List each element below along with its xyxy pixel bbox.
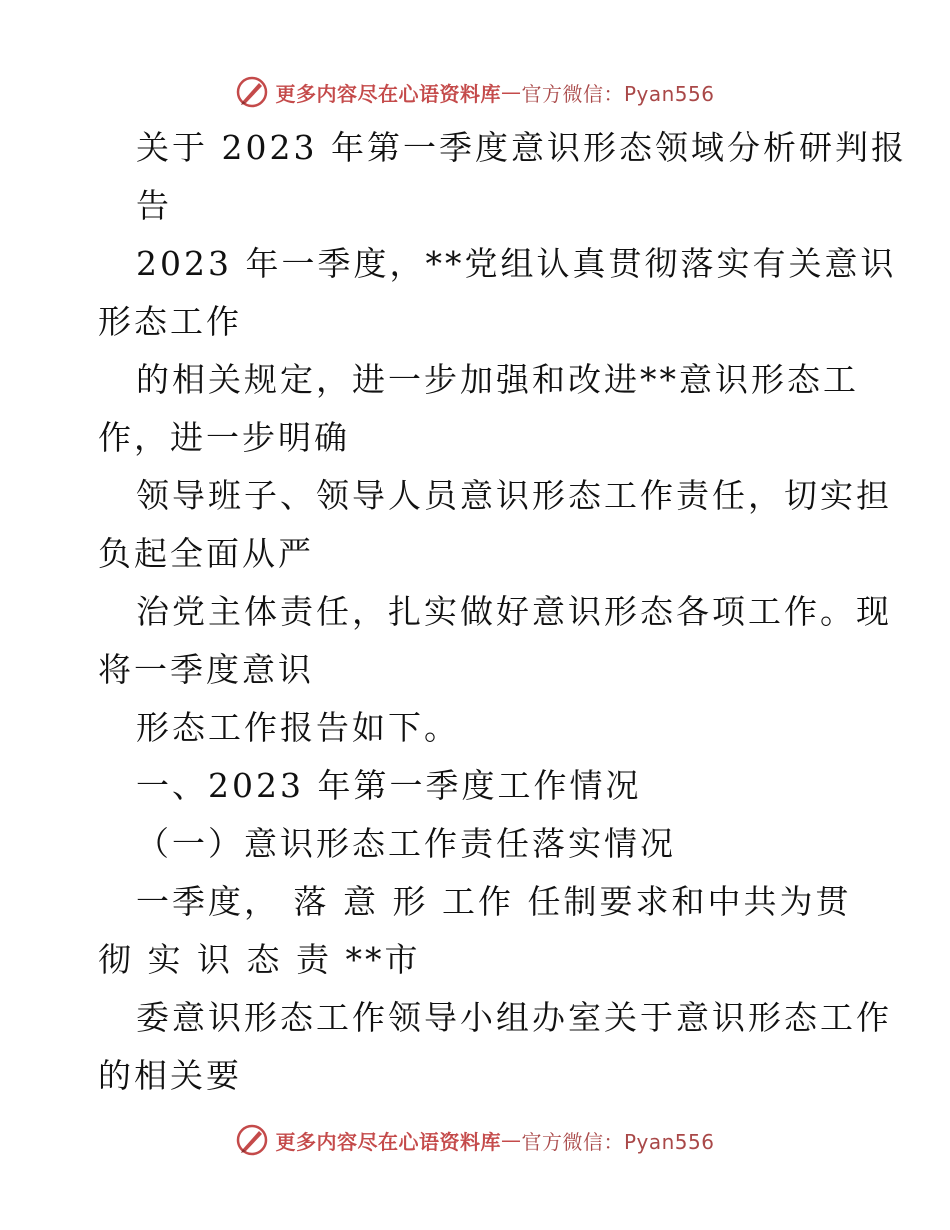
paragraph-line: 形态工作 [98,302,242,341]
watermark-dash: — [500,80,522,104]
paragraph-line: 彻 实 识 态 责 **市 [98,940,421,979]
watermark-site-text: 更多内容尽在心语资料库 [275,81,501,106]
watermark-wechat: 官方微信：Pyan556 [521,1129,715,1154]
doc-title-line-2: 告 [136,186,172,225]
watermark-footer [0,1120,950,1160]
watermark-wechat: 官方微信：Pyan556 [521,81,715,106]
subsection-heading: （一）意识形态工作责任落实情况 [136,824,676,863]
paragraph-line: 一季度， 落 意 形 工作 任制要求和中共为贯 [136,882,852,921]
section-heading: 一、2023 年第一季度工作情况 [136,766,642,805]
paragraph-line: 作，进一步明确 [98,418,350,457]
paragraph-line: 形态工作报告如下。 [136,708,460,747]
doc-title-line-1: 关于 2023 年第一季度意识形态领域分析研判报 [136,128,907,167]
paragraph-line: 领导班子、领导人员意识形态工作责任，切实担 [136,476,892,515]
watermark-site-text: 更多内容尽在心语资料库 [275,1129,501,1154]
quill-pen-icon [235,75,269,109]
quill-pen-icon [235,1123,269,1157]
watermark-dash: — [500,1128,522,1152]
paragraph-line: 的相关要 [98,1056,242,1095]
paragraph-line: 的相关规定，进一步加强和改进**意识形态工 [136,360,859,399]
paragraph-line: 将一季度意识 [98,650,314,689]
paragraph-line: 2023 年一季度，**党组认真贯彻落实有关意识 [136,244,897,283]
paragraph-line: 负起全面从严 [98,534,314,573]
paragraph-line: 治党主体责任，扎实做好意识形态各项工作。现 [136,592,892,631]
paragraph-line: 委意识形态工作领导小组办室关于意识形态工作 [136,998,892,1037]
watermark-header [0,72,950,112]
